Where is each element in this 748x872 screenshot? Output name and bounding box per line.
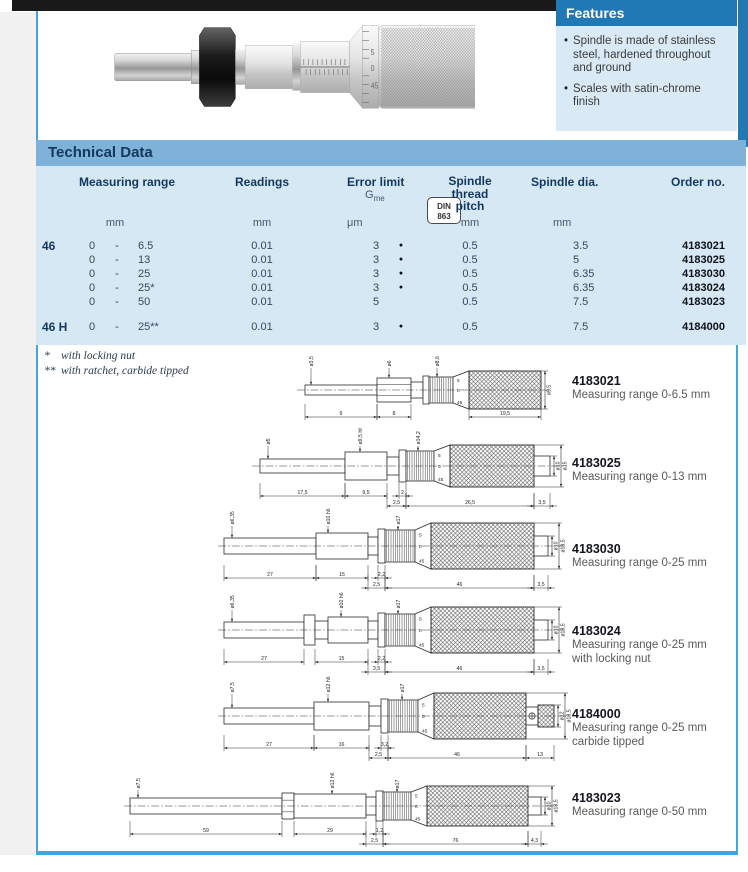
error-limit-symbol: $G_{me}$ [365,189,385,204]
drawing-desc: with locking nut [572,653,651,665]
svg-text:ø14,2: ø14,2 [416,431,422,445]
cell-din: ● [398,284,404,291]
table-row [36,253,746,267]
drawing-order-no: 4183025 [572,456,621,470]
svg-text:1,2: 1,2 [375,828,384,834]
feature-text: Spindle is made of stainless steel, hardened throughout and ground [573,35,716,74]
svg-text:45: 45 [438,478,444,484]
drawing-desc: carbide tipped [572,736,645,748]
svg-text:5: 5 [457,379,460,385]
svg-text:8: 8 [392,411,396,417]
svg-text:3,2: 3,2 [380,742,389,748]
drawing-label [572,374,740,402]
svg-text:ø17: ø17 [395,779,401,789]
cell-from: 0 [88,321,96,333]
model-label: 46 [42,239,56,253]
table-row [36,281,746,295]
svg-text:3,5: 3,5 [372,666,381,672]
drawing-label [572,791,740,819]
drawing-order-no: 4183024 [572,624,621,638]
cell-from: 0 [88,296,96,308]
svg-text:46: 46 [454,752,460,758]
svg-text:ø12 h6: ø12 h6 [326,676,332,693]
svg-text:13: 13 [537,752,543,758]
svg-text:5: 5 [422,703,425,709]
svg-text:0: 0 [419,629,422,635]
svg-text:2,5: 2,5 [372,582,381,588]
svg-text:5: 5 [419,617,422,623]
product-photo [100,14,475,122]
svg-text:29: 29 [327,828,333,834]
cell-pitch: 0.5 [462,254,478,266]
technical-drawing [250,428,568,517]
svg-text:2,5: 2,5 [392,500,401,506]
page-left-margin [0,12,36,855]
svg-text:17,5: 17,5 [297,490,308,496]
cell-from: 0 [88,254,96,266]
cell-err: 3 [372,240,380,252]
cell-order: 4183024 [682,282,725,294]
cell-order: 4183025 [682,254,725,266]
drawing-label [572,456,740,484]
svg-text:9,5: 9,5 [362,490,370,496]
cell-read: 0.01 [251,296,273,308]
technical-drawing [216,508,570,599]
cell-dia: 7.5 [573,321,589,333]
unit-error-limit: μm [347,217,363,229]
col-header-spindle-dia: Spindle dia. [531,175,599,189]
cell-err: 3 [372,321,380,333]
cell-order: 4183030 [682,268,725,280]
svg-text:ø10: ø10 [553,541,560,551]
cell-dia: 6.35 [573,282,595,294]
cell-to: 50 [138,296,151,308]
svg-text:ø18,5: ø18,5 [560,539,567,553]
cell-to: 25* [138,282,155,294]
cell-dia: 5 [573,254,580,266]
footnote-text: with ratchet, carbide tipped [61,365,189,377]
svg-text:15: 15 [338,656,345,662]
drawing-label [572,542,740,570]
svg-text:ø8,6: ø8,6 [435,356,441,367]
svg-text:3,5: 3,5 [537,582,545,588]
features-list [556,26,737,131]
feature-text: Scales with satin-chrome finish [573,82,701,108]
page-edge-tab [738,0,748,147]
technical-drawing [216,676,572,771]
svg-text:3,5: 3,5 [538,500,546,506]
svg-text:ø18,5: ø18,5 [553,799,560,813]
cell-read: 0.01 [251,254,273,266]
table-row [36,320,746,334]
svg-text:0: 0 [370,63,375,74]
svg-text:46: 46 [456,666,463,672]
svg-text:45: 45 [370,81,379,91]
table-row [36,239,746,253]
cell-order: 4184000 [682,321,725,333]
svg-text:0: 0 [419,545,422,551]
svg-text:ø9,5: ø9,5 [546,384,553,396]
drawing-desc: Measuring range 0-13 mm [572,471,707,483]
cell-dash: - [115,254,119,266]
col-header-readings: Readings [234,175,289,189]
cell-err: 3 [372,282,380,294]
svg-text:0: 0 [415,805,418,811]
drawing-desc: Measuring range 0-25 mm [572,639,707,651]
model-label: 46 H [42,320,68,334]
drawing-label [572,624,740,666]
drawing-desc: Measuring range 0-50 mm [572,806,707,818]
svg-text:ø9,5 h6: ø9,5 h6 [358,428,364,445]
table-row [36,295,746,309]
svg-text:46: 46 [456,582,463,588]
col-header-measuring-range: Measuring range [78,175,176,189]
col-header-spindle-thread-pitch: Spindle thread pitch [448,174,492,213]
cell-dash: - [115,282,119,294]
cell-dia: 6.35 [573,268,595,280]
cell-dia: 7.5 [573,296,589,308]
cell-dash: - [115,240,119,252]
svg-text:15: 15 [339,572,345,578]
cell-from: 0 [88,282,96,294]
svg-text:16: 16 [338,742,345,748]
svg-text:27: 27 [266,742,272,748]
svg-text:ø7,5: ø7,5 [230,682,236,693]
svg-text:5: 5 [415,794,418,800]
svg-text:ø10: ø10 [555,461,562,471]
svg-text:5: 5 [370,47,375,58]
svg-text:ø10 h6: ø10 h6 [339,592,345,609]
svg-text:45: 45 [457,400,463,406]
technical-drawing [295,350,560,431]
svg-text:ø3,5: ø3,5 [309,356,315,367]
cell-err: 5 [372,296,380,308]
cell-read: 0.01 [251,282,273,294]
feature-bullet [564,83,729,110]
svg-text:4,3: 4,3 [530,838,539,844]
unit-spindle-thread-pitch: mm [460,217,480,229]
svg-text:2,5: 2,5 [374,752,383,758]
technical-data-bar: Technical Data [36,140,746,166]
svg-text:ø17: ø17 [396,515,402,525]
svg-text:ø17: ø17 [400,683,406,693]
svg-text:45: 45 [415,817,421,823]
svg-text:27: 27 [261,656,267,662]
cell-din: ● [398,256,404,263]
svg-text:ø18,5: ø18,5 [560,623,567,637]
svg-text:5: 5 [438,454,441,460]
cell-din: ● [398,323,404,330]
cell-read: 0.01 [251,240,273,252]
cell-order: 4183021 [682,240,725,252]
unit-readings: mm [252,217,272,229]
svg-text:0: 0 [457,389,460,395]
cell-pitch: 0.5 [462,321,478,333]
svg-text:2,2: 2,2 [377,656,386,662]
cell-pitch: 0.5 [462,282,478,294]
data-table [36,166,746,345]
svg-text:ø18,5: ø18,5 [566,709,572,723]
svg-text:59: 59 [203,828,209,834]
svg-text:9: 9 [339,411,343,417]
cell-din: ● [398,270,404,277]
footnote [44,364,189,378]
svg-text:ø6,35: ø6,35 [230,511,236,525]
svg-text:45: 45 [419,643,425,649]
svg-text:2,2: 2,2 [377,572,386,578]
feature-bullet [564,35,729,76]
drawing-desc: Measuring range 0-25 mm [572,722,707,734]
cell-to: 13 [138,254,151,266]
bullet-icon: • [564,82,569,95]
svg-text:3,5: 3,5 [537,666,545,672]
unit-spindle-dia: mm [553,217,572,229]
cell-pitch: 0.5 [462,240,478,252]
svg-text:5: 5 [419,533,422,539]
top-black-bar [12,0,556,11]
drawing-desc: Measuring range 0-6.5 mm [572,389,711,401]
svg-text:19,5: 19,5 [499,411,511,417]
cell-from: 0 [88,240,96,252]
drawing-label [572,707,740,749]
svg-text:ø7,5: ø7,5 [136,778,142,789]
svg-text:ø12: ø12 [559,711,566,721]
drawing-order-no: 4183021 [572,374,621,388]
cell-din: ● [398,242,404,249]
svg-text:ø10: ø10 [553,625,560,635]
cell-to: 6.5 [138,240,154,252]
svg-text:ø10: ø10 [546,801,553,811]
svg-text:2: 2 [401,490,404,496]
cell-read: 0.01 [251,321,273,333]
cell-err: 3 [372,268,380,280]
cell-pitch: 0.5 [462,296,478,308]
cell-to: 25** [138,321,159,333]
cell-dia: 3.5 [573,240,589,252]
cell-dash: - [115,321,119,333]
svg-text:2,5: 2,5 [370,838,379,844]
drawing-order-no: 4184000 [572,707,621,721]
cell-dash: - [115,268,119,280]
svg-text:ø6,35: ø6,35 [230,595,236,609]
svg-text:26,5: 26,5 [464,500,476,506]
svg-text:ø5: ø5 [266,438,272,445]
right-border-line [736,345,738,851]
footnote-text: with locking nut [61,350,136,362]
drawing-desc: Measuring range 0-25 mm [572,557,707,569]
svg-text:0: 0 [422,715,425,721]
table-row [36,267,746,281]
cell-err: 3 [372,254,380,266]
svg-text:ø6: ø6 [387,360,393,367]
svg-text:ø17: ø17 [396,599,402,609]
col-header-order-no: Order no. [670,175,725,189]
technical-drawing [122,772,568,857]
footnote-marker: * [44,350,50,362]
footnote [44,349,135,363]
svg-text:45: 45 [422,729,428,735]
unit-measuring-range: mm [105,217,125,229]
features-panel [556,0,737,131]
cell-from: 0 [88,268,96,280]
cell-order: 4183023 [682,296,725,308]
svg-text:27: 27 [267,572,273,578]
footnote-marker: ** [44,365,56,377]
svg-text:ø15: ø15 [562,461,568,471]
drawing-order-no: 4183023 [572,791,621,805]
features-title: Features [556,0,737,26]
drawing-order-no: 4183030 [572,542,621,556]
col-header-error-limit: Error limit [347,175,405,189]
bottom-border-line [36,851,738,855]
cell-pitch: 0.5 [462,268,478,280]
svg-text:45: 45 [419,559,425,565]
technical-drawing [216,592,570,683]
left-border-line [36,11,38,855]
cell-read: 0.01 [251,268,273,280]
svg-text:76: 76 [452,838,459,844]
svg-text:ø12 h6: ø12 h6 [330,772,336,789]
cell-dash: - [115,296,119,308]
cell-to: 25 [138,268,151,280]
bullet-icon: • [564,35,569,47]
svg-text:0: 0 [438,465,441,471]
din-863-badge: DIN 863 [427,197,461,224]
svg-text:ø10 h6: ø10 h6 [326,508,332,525]
